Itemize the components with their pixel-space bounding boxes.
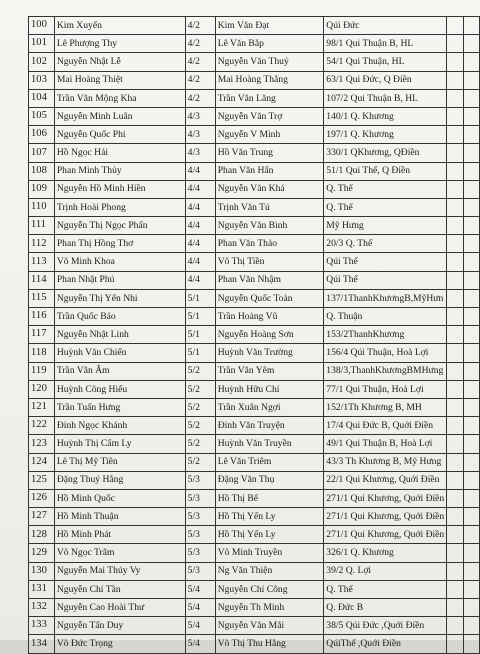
table-row bbox=[29, 144, 480, 162]
row-number: 102 bbox=[29, 53, 55, 71]
row-number: 114 bbox=[29, 271, 55, 289]
row-number: 130 bbox=[29, 562, 55, 580]
parent-name: Hồ Thị Bế bbox=[215, 489, 324, 507]
parent-name: Trần Văn Yêm bbox=[215, 362, 324, 380]
class-code: 5/2 bbox=[185, 417, 215, 435]
class-code: 4/3 bbox=[185, 144, 215, 162]
parent-name: Lê Văn Triêm bbox=[215, 453, 324, 471]
empty-cell bbox=[447, 53, 463, 71]
parent-name: Nguyễn Quốc Toàn bbox=[215, 289, 324, 307]
row-number: 101 bbox=[29, 35, 55, 53]
parent-name: Kim Văn Đạt bbox=[215, 17, 324, 35]
parent-name: Hồ Thị Yến Ly bbox=[215, 526, 324, 544]
parent-name: Trần Hoàng Vũ bbox=[215, 308, 324, 326]
row-number: 106 bbox=[29, 126, 55, 144]
table-row bbox=[29, 508, 480, 526]
table-row bbox=[29, 53, 480, 71]
student-name: Võ Ngọc Trâm bbox=[54, 544, 185, 562]
empty-cell bbox=[447, 308, 463, 326]
class-code: 5/1 bbox=[185, 344, 215, 362]
empty-cell bbox=[447, 35, 463, 53]
class-code: 5/2 bbox=[185, 362, 215, 380]
class-code: 5/1 bbox=[185, 289, 215, 307]
student-name: Phan Nhật Phú bbox=[54, 271, 185, 289]
empty-cell bbox=[463, 235, 479, 253]
empty-cell bbox=[463, 380, 479, 398]
address: 271/1 Qui Khương, Quới Điền bbox=[324, 489, 447, 507]
empty-cell bbox=[447, 580, 463, 598]
empty-cell bbox=[463, 144, 479, 162]
class-code: 5/3 bbox=[185, 562, 215, 580]
class-code: 4/4 bbox=[185, 162, 215, 180]
class-code: 5/3 bbox=[185, 489, 215, 507]
table-row bbox=[29, 71, 480, 89]
empty-cell bbox=[463, 253, 479, 271]
address: 197/1 Q. Khương bbox=[324, 126, 447, 144]
address: 107/2 Qui Thuận B, HL bbox=[324, 89, 447, 107]
address: 153/2ThanhKhương bbox=[324, 326, 447, 344]
address: 20/3 Q. Thế bbox=[324, 235, 447, 253]
parent-name: Trịnh Văn Tú bbox=[215, 198, 324, 216]
address: Q. Thế bbox=[324, 198, 447, 216]
address: Q. Đức B bbox=[324, 599, 447, 617]
table-row bbox=[29, 253, 480, 271]
empty-cell bbox=[463, 453, 479, 471]
address: 271/1 Qui Khương, Quới Điền bbox=[324, 508, 447, 526]
empty-cell bbox=[447, 617, 463, 635]
table-row bbox=[29, 617, 480, 635]
empty-cell bbox=[463, 362, 479, 380]
table-row bbox=[29, 326, 480, 344]
student-name: Đặng Thuý Hằng bbox=[54, 471, 185, 489]
parent-name: Nguyễn Văn Khá bbox=[215, 180, 324, 198]
empty-cell bbox=[447, 489, 463, 507]
parent-name: Đặng Văn Thụ bbox=[215, 471, 324, 489]
address: Q. Thế bbox=[324, 580, 447, 598]
student-name: Phan Minh Thủy bbox=[54, 162, 185, 180]
address: 38/5 Qúi Đức ,Quới Điền bbox=[324, 617, 447, 635]
student-name: Huỳnh Công Hiếu bbox=[54, 380, 185, 398]
address: Q. Thế bbox=[324, 180, 447, 198]
class-code: 5/1 bbox=[185, 326, 215, 344]
row-number: 125 bbox=[29, 471, 55, 489]
empty-cell bbox=[463, 326, 479, 344]
empty-cell bbox=[447, 235, 463, 253]
student-name: Nguyễn Hồ Minh Hiền bbox=[54, 180, 185, 198]
empty-cell bbox=[463, 107, 479, 125]
student-roster-table bbox=[28, 16, 480, 654]
row-number: 129 bbox=[29, 544, 55, 562]
student-name: Nguyễn Tấn Duy bbox=[54, 617, 185, 635]
address: 138/3,ThanhKhươngBMHưng bbox=[324, 362, 447, 380]
address: 98/1 Qui Thuận B, HL bbox=[324, 35, 447, 53]
empty-cell bbox=[463, 89, 479, 107]
class-code: 5/4 bbox=[185, 617, 215, 635]
table-row bbox=[29, 107, 480, 125]
address: 54/1 Qui Thuận, HL bbox=[324, 53, 447, 71]
roster-body bbox=[29, 17, 480, 654]
parent-name: Hồ Thị Yến Ly bbox=[215, 508, 324, 526]
empty-cell bbox=[463, 417, 479, 435]
class-code: 5/2 bbox=[185, 380, 215, 398]
empty-cell bbox=[447, 253, 463, 271]
class-code: 4/4 bbox=[185, 235, 215, 253]
empty-cell bbox=[463, 308, 479, 326]
parent-name: Nguyễn Văn Mãi bbox=[215, 617, 324, 635]
table-row bbox=[29, 398, 480, 416]
row-number: 110 bbox=[29, 198, 55, 216]
class-code: 5/3 bbox=[185, 508, 215, 526]
empty-cell bbox=[463, 471, 479, 489]
address: 271/1 Qui Khương, Quới Điền bbox=[324, 526, 447, 544]
address: 156/4 Qúi Thuận, Hoà Lợi bbox=[324, 344, 447, 362]
empty-cell bbox=[447, 71, 463, 89]
address: Qúi Đức bbox=[324, 17, 447, 35]
class-code: 4/4 bbox=[185, 198, 215, 216]
empty-cell bbox=[447, 362, 463, 380]
parent-name: Nguyễn Văn Bình bbox=[215, 217, 324, 235]
row-number: 100 bbox=[29, 17, 55, 35]
empty-cell bbox=[447, 635, 463, 653]
row-number: 126 bbox=[29, 489, 55, 507]
student-name: Nguyễn Chí Tần bbox=[54, 580, 185, 598]
table-row bbox=[29, 544, 480, 562]
class-code: 4/2 bbox=[185, 53, 215, 71]
address: 49/1 Qui Thuận B, Hoà Lợi bbox=[324, 435, 447, 453]
class-code: 5/2 bbox=[185, 435, 215, 453]
table-row bbox=[29, 17, 480, 35]
empty-cell bbox=[463, 635, 479, 653]
class-code: 4/3 bbox=[185, 107, 215, 125]
table-row bbox=[29, 271, 480, 289]
parent-name: Mai Hoàng Thắng bbox=[215, 71, 324, 89]
row-number: 103 bbox=[29, 71, 55, 89]
student-name: Phan Thị Hồng Thơ bbox=[54, 235, 185, 253]
row-number: 104 bbox=[29, 89, 55, 107]
table-row bbox=[29, 489, 480, 507]
empty-cell bbox=[447, 508, 463, 526]
empty-cell bbox=[447, 17, 463, 35]
empty-cell bbox=[447, 417, 463, 435]
student-name: Nguyễn Nhật Lễ bbox=[54, 53, 185, 71]
parent-name: Phan Văn Thảo bbox=[215, 235, 324, 253]
empty-cell bbox=[463, 162, 479, 180]
empty-cell bbox=[463, 435, 479, 453]
student-name: Trần Quốc Bảo bbox=[54, 308, 185, 326]
table-row bbox=[29, 162, 480, 180]
student-name: Nguyễn Minh Luân bbox=[54, 107, 185, 125]
parent-name: Huỳnh Văn Trường bbox=[215, 344, 324, 362]
row-number: 115 bbox=[29, 289, 55, 307]
student-name: Võ Minh Khoa bbox=[54, 253, 185, 271]
class-code: 5/4 bbox=[185, 635, 215, 653]
table-row bbox=[29, 308, 480, 326]
parent-name: Phan Văn Nhậm bbox=[215, 271, 324, 289]
empty-cell bbox=[447, 271, 463, 289]
empty-cell bbox=[463, 198, 479, 216]
parent-name: Nguyễn Văn Thuỷ bbox=[215, 53, 324, 71]
row-number: 119 bbox=[29, 362, 55, 380]
table-row bbox=[29, 471, 480, 489]
empty-cell bbox=[463, 35, 479, 53]
student-name: Kim Xuyến bbox=[54, 17, 185, 35]
row-number: 132 bbox=[29, 599, 55, 617]
empty-cell bbox=[463, 508, 479, 526]
class-code: 4/2 bbox=[185, 17, 215, 35]
empty-cell bbox=[447, 544, 463, 562]
address: 330/1 QKhương, QĐiền bbox=[324, 144, 447, 162]
parent-name: Võ Thị Tiền bbox=[215, 253, 324, 271]
empty-cell bbox=[447, 89, 463, 107]
student-name: Hồ Minh Phát bbox=[54, 526, 185, 544]
empty-cell bbox=[463, 617, 479, 635]
parent-name: Huỳnh Hữu Chí bbox=[215, 380, 324, 398]
empty-cell bbox=[463, 271, 479, 289]
empty-cell bbox=[447, 380, 463, 398]
empty-cell bbox=[447, 180, 463, 198]
student-name: Nguyễn Nhật Linh bbox=[54, 326, 185, 344]
class-code: 4/4 bbox=[185, 271, 215, 289]
parent-name: Hồ Văn Trung bbox=[215, 144, 324, 162]
empty-cell bbox=[463, 289, 479, 307]
class-code: 4/4 bbox=[185, 217, 215, 235]
empty-cell bbox=[447, 599, 463, 617]
empty-cell bbox=[447, 126, 463, 144]
empty-cell bbox=[463, 344, 479, 362]
address: Qúi Thế bbox=[324, 271, 447, 289]
student-name: Lê Phượng Thy bbox=[54, 35, 185, 53]
table-row bbox=[29, 580, 480, 598]
student-name: Huỳnh Thị Cẩm Ly bbox=[54, 435, 185, 453]
class-code: 5/4 bbox=[185, 580, 215, 598]
table-row bbox=[29, 180, 480, 198]
table-row bbox=[29, 126, 480, 144]
parent-name: Ng Văn Thiện bbox=[215, 562, 324, 580]
row-number: 133 bbox=[29, 617, 55, 635]
class-code: 5/4 bbox=[185, 599, 215, 617]
row-number: 131 bbox=[29, 580, 55, 598]
address: Mỹ Hưng bbox=[324, 217, 447, 235]
student-name: Nguyễn Mai Thúy Vy bbox=[54, 562, 185, 580]
parent-name: Võ Thị Thu Hằng bbox=[215, 635, 324, 653]
empty-cell bbox=[447, 398, 463, 416]
class-code: 4/2 bbox=[185, 71, 215, 89]
empty-cell bbox=[463, 180, 479, 198]
parent-name: Trần Xuân Ngợi bbox=[215, 398, 324, 416]
row-number: 109 bbox=[29, 180, 55, 198]
row-number: 123 bbox=[29, 435, 55, 453]
empty-cell bbox=[447, 198, 463, 216]
table-row bbox=[29, 289, 480, 307]
address: 152/1Th Khương B, MH bbox=[324, 398, 447, 416]
empty-cell bbox=[447, 217, 463, 235]
table-row bbox=[29, 599, 480, 617]
class-code: 4/2 bbox=[185, 89, 215, 107]
row-number: 124 bbox=[29, 453, 55, 471]
class-code: 5/1 bbox=[185, 308, 215, 326]
class-code: 4/4 bbox=[185, 253, 215, 271]
student-name: Hồ Minh Thuận bbox=[54, 508, 185, 526]
empty-cell bbox=[463, 217, 479, 235]
address: Qúi Thế bbox=[324, 253, 447, 271]
empty-cell bbox=[447, 526, 463, 544]
empty-cell bbox=[447, 453, 463, 471]
class-code: 4/3 bbox=[185, 126, 215, 144]
table-row bbox=[29, 89, 480, 107]
row-number: 121 bbox=[29, 398, 55, 416]
student-name: Mai Hoàng Thiệt bbox=[54, 71, 185, 89]
empty-cell bbox=[463, 599, 479, 617]
empty-cell bbox=[447, 107, 463, 125]
student-name: Huỳnh Văn Chiến bbox=[54, 344, 185, 362]
row-number: 113 bbox=[29, 253, 55, 271]
student-name: Lê Thị Mỹ Tiên bbox=[54, 453, 185, 471]
empty-cell bbox=[447, 289, 463, 307]
parent-name: Lê Văn Bắp bbox=[215, 35, 324, 53]
class-code: 5/3 bbox=[185, 526, 215, 544]
student-name: Nguyễn Cao Hoài Thư bbox=[54, 599, 185, 617]
table-row bbox=[29, 35, 480, 53]
student-name: Đinh Ngọc Khánh bbox=[54, 417, 185, 435]
address: 17/4 Qui Đức B, Quới Điền bbox=[324, 417, 447, 435]
table-row bbox=[29, 526, 480, 544]
parent-name: Nguyễn Chí Công bbox=[215, 580, 324, 598]
row-number: 122 bbox=[29, 417, 55, 435]
row-number: 127 bbox=[29, 508, 55, 526]
address: 39/2 Q. Lợi bbox=[324, 562, 447, 580]
parent-name: Trần Văn Lăng bbox=[215, 89, 324, 107]
student-name: Hồ Minh Quốc bbox=[54, 489, 185, 507]
empty-cell bbox=[447, 162, 463, 180]
student-name: Hồ Ngọc Hải bbox=[54, 144, 185, 162]
address: Q. Thuận bbox=[324, 308, 447, 326]
empty-cell bbox=[447, 471, 463, 489]
empty-cell bbox=[463, 53, 479, 71]
empty-cell bbox=[447, 435, 463, 453]
empty-cell bbox=[447, 562, 463, 580]
table-row bbox=[29, 362, 480, 380]
table-row bbox=[29, 417, 480, 435]
empty-cell bbox=[463, 562, 479, 580]
address: 43/3 Th Khương B, Mỹ Hưng bbox=[324, 453, 447, 471]
row-number: 117 bbox=[29, 326, 55, 344]
address: 77/1 Qui Thuận, Hoà Lợi bbox=[324, 380, 447, 398]
address: 22/1 Qui Khương, Quới Điền bbox=[324, 471, 447, 489]
empty-cell bbox=[463, 71, 479, 89]
class-code: 5/3 bbox=[185, 544, 215, 562]
student-name: Trần Văn Mộng Kha bbox=[54, 89, 185, 107]
row-number: 112 bbox=[29, 235, 55, 253]
table-row bbox=[29, 380, 480, 398]
student-name: Nguyễn Thị Ngọc Phấn bbox=[54, 217, 185, 235]
table-row bbox=[29, 235, 480, 253]
row-number: 108 bbox=[29, 162, 55, 180]
empty-cell bbox=[463, 544, 479, 562]
empty-cell bbox=[447, 144, 463, 162]
address: 63/1 Qui Đức, Q Điền bbox=[324, 71, 447, 89]
class-code: 4/2 bbox=[185, 35, 215, 53]
address: 51/1 Qui Thế, Q Điền bbox=[324, 162, 447, 180]
table-row bbox=[29, 635, 480, 653]
parent-name: Huỳnh Văn Truyền bbox=[215, 435, 324, 453]
student-name: Võ Đức Trọng bbox=[54, 635, 185, 653]
address: 140/1 Q. Khương bbox=[324, 107, 447, 125]
empty-cell bbox=[463, 398, 479, 416]
row-number: 120 bbox=[29, 380, 55, 398]
table-row bbox=[29, 562, 480, 580]
address: QúiThế ,Quới Điền bbox=[324, 635, 447, 653]
empty-cell bbox=[463, 526, 479, 544]
table-row bbox=[29, 198, 480, 216]
table-row bbox=[29, 344, 480, 362]
empty-cell bbox=[447, 344, 463, 362]
empty-cell bbox=[463, 17, 479, 35]
class-code: 5/2 bbox=[185, 453, 215, 471]
row-number: 105 bbox=[29, 107, 55, 125]
parent-name: Nguyễn V Minh bbox=[215, 126, 324, 144]
row-number: 134 bbox=[29, 635, 55, 653]
address: 326/1 Q. Khương bbox=[324, 544, 447, 562]
parent-name: Nguyễn Văn Trợ bbox=[215, 107, 324, 125]
table-row bbox=[29, 217, 480, 235]
class-code: 4/4 bbox=[185, 180, 215, 198]
empty-cell bbox=[463, 489, 479, 507]
empty-cell bbox=[463, 580, 479, 598]
parent-name: Đinh Văn Truyện bbox=[215, 417, 324, 435]
student-name: Nguyễn Quốc Phi bbox=[54, 126, 185, 144]
row-number: 111 bbox=[29, 217, 55, 235]
student-name: Nguyễn Thị Yến Nhi bbox=[54, 289, 185, 307]
parent-name: Nguyễn Hoàng Sơn bbox=[215, 326, 324, 344]
address: 137/1ThanhKhươngB,MỹHưn bbox=[324, 289, 447, 307]
class-code: 5/3 bbox=[185, 471, 215, 489]
parent-name: Phan Văn Hẩn bbox=[215, 162, 324, 180]
empty-cell bbox=[463, 126, 479, 144]
student-name: Trần Văn Âm bbox=[54, 362, 185, 380]
class-code: 5/2 bbox=[185, 398, 215, 416]
row-number: 118 bbox=[29, 344, 55, 362]
row-number: 128 bbox=[29, 526, 55, 544]
row-number: 116 bbox=[29, 308, 55, 326]
parent-name: Võ Minh Truyền bbox=[215, 544, 324, 562]
table-row bbox=[29, 435, 480, 453]
row-number: 107 bbox=[29, 144, 55, 162]
parent-name: Nguyễn Th Minh bbox=[215, 599, 324, 617]
student-name: Trịnh Hoài Phong bbox=[54, 198, 185, 216]
table-row bbox=[29, 453, 480, 471]
student-name: Trần Tuấn Hưng bbox=[54, 398, 185, 416]
empty-cell bbox=[447, 326, 463, 344]
